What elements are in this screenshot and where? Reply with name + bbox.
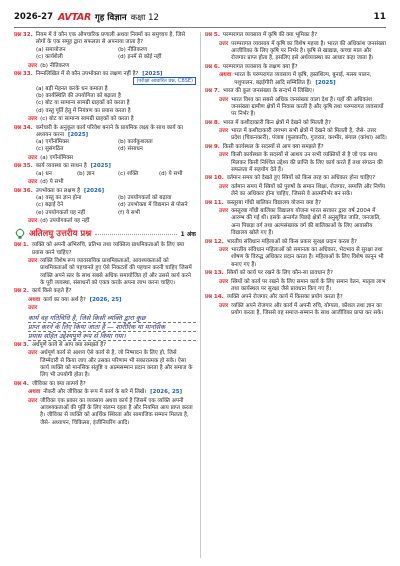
options xyxy=(14,86,196,115)
option: (b) उपयोगकर्ता को बढ़ावा xyxy=(118,194,172,201)
question-number: प्रश्न 14. xyxy=(205,294,224,301)
answer xyxy=(14,155,196,162)
answer-label: उत्तर xyxy=(28,350,38,357)
option: (e) उपयोगकर्ता यह नहीं xyxy=(36,209,86,216)
answer-label: उत्तर xyxy=(219,278,229,285)
answer-text: किसी कार्यस्थल के सदस्यों से आशय उन सभी व्यक्तियों से है जो एक साथ मिलकर किसी निश्चित उद्देश्य की प्राप्ति के लिए कार्य करते हैं तथा संगठन की सफलता में सहयोग देते हैं। xyxy=(231,152,383,173)
question-14 xyxy=(205,294,387,301)
question-text: भारत में कशीदाकारी किन क्षेत्रों में देखने को मिलती है? xyxy=(222,119,331,126)
answer xyxy=(14,179,196,186)
answer-label: उत्तर xyxy=(28,154,38,161)
question-number: प्रश्न 32. xyxy=(14,32,33,39)
option: (c) बढ़ाई देने xyxy=(36,202,64,209)
question-number: प्रश्न 8. xyxy=(205,119,220,126)
answer xyxy=(205,279,387,294)
question-number: प्रश्न 5. xyxy=(205,32,220,39)
answer xyxy=(14,116,196,123)
question-number: प्रश्न 2. xyxy=(14,288,29,295)
answer-text: (d) उपयोगकर्ता यह नहीं xyxy=(40,218,90,224)
answer xyxy=(205,303,387,318)
question-1 xyxy=(14,242,196,257)
option: (d) वस्तु पूर्ति हेतु में नियंत्रण का प्रयास करता है xyxy=(36,107,131,114)
brand-logo: AVTAR xyxy=(58,11,91,23)
answer-text: अर्धपूर्ण कार्य से आशय ऐसे कार्य से है, जो निष्पादन के लिए हो, जिसे जिम्मेदारी से किया जाए और उसका परिणाम भी सकारात्मक हो सके। ऐसा कार्य व्यक्ति को मानसिक संतुष्टि व आत्मसम्मान प्रदान करता है और समाज के लिए भी उपयोगी होता है। xyxy=(40,350,193,379)
question-10 xyxy=(205,175,387,182)
question-36 xyxy=(14,188,196,195)
question-text: कस्तूरबा गाँधी बालिका विद्यालय योजना क्या है? xyxy=(226,199,322,206)
answer-label: उत्तर xyxy=(28,218,38,224)
answer-text: भारत विश्व का सबसे अधिक जनसंख्या वाला देश है। यहाँ की अधिकांश जनसंख्या ग्रामीण क्षेत्रों में निवास करती है और कृषि तथा परम्परागत व्यवसायों पर निर्भर है। xyxy=(231,96,384,118)
question-number: प्रश्न 11. xyxy=(205,199,224,206)
question-text: स्त्रियों को कार्य पर रखने के लिए कौन-सा प्रावधान है? xyxy=(226,270,333,277)
question-7 xyxy=(205,88,387,95)
column-divider xyxy=(200,32,201,558)
question-number: प्रश्न 33. xyxy=(14,71,33,78)
question-text: कर्मचारी के अनुकूल कार्य परिवेश बनाने के प्रायमिक लक्ष्य के साथ कार्य का अध्ययन करना xyxy=(35,124,183,138)
answer-text: (a) एर्गोनॉमिक्स xyxy=(40,154,73,161)
answer-text: परम्परागत व्यवसाय में कृषि का विशेष महत्त्व है। भारत की अधिकांश जनसंख्या आजीविका के लिए कृषि पर निर्भर है। कृषि से खाद्यान्न, कच्चा माल और रोजगार प्राप्त होता है, इसलिए इसे अर्थव्यवस्था का आधार कहा जाता है। xyxy=(231,40,386,62)
answer xyxy=(14,63,196,70)
answer xyxy=(205,152,387,174)
question-number: प्रश्न 4. xyxy=(14,380,29,387)
alt-question: कार्य का क्या अर्थ है? xyxy=(43,296,86,303)
option: (a) धन xyxy=(36,170,52,177)
question-13 xyxy=(205,270,387,277)
marks-label: 1 अंक xyxy=(180,230,196,238)
answer-alt xyxy=(14,297,196,304)
right-column xyxy=(205,31,387,560)
handwritten-answer xyxy=(14,314,196,341)
year-tag: [2025] xyxy=(142,71,163,78)
answer-label: उत्तर xyxy=(219,247,229,254)
options xyxy=(14,171,196,178)
section-banner xyxy=(14,228,196,240)
answer-alt xyxy=(14,389,196,396)
answer xyxy=(14,218,196,225)
question-number: प्रश्न 13. xyxy=(205,270,224,277)
question-6 xyxy=(205,64,387,71)
alt-label: अथवा xyxy=(28,296,41,303)
answer-text: (d) ये सभी xyxy=(40,179,64,186)
answer-text: व्यक्ति अपने रोजगार और कार्य में अपनी रुचि, योग्यता, कौशल तथा ज्ञान का प्रयोग करता है, जिससे वह समाज-सम्मान के साथ आजीविका प्राप्त कर सके। xyxy=(231,302,384,317)
answer xyxy=(205,72,387,87)
page-number: 11 xyxy=(373,12,386,22)
question-text: कार्य व्यवस्था का साधन है xyxy=(35,163,87,170)
question-text: निम्नलिखित में से कौन उपभोक्ता का लक्षण नहीं है? xyxy=(35,71,139,78)
answer-text: (c) बोट या सामान्य सामग्री ग्राहकों को करता है xyxy=(40,116,134,123)
question-number: प्रश्न 36. xyxy=(14,187,33,194)
option: (d) इनमें से कोई नहीं xyxy=(118,54,162,61)
year-label: 2026-27 xyxy=(14,12,54,22)
answer-text: भारत में कशीदाकारी लगभग सभी क्षेत्रों में देखने को मिलती है, जैसे- उत्तर प्रदेश (चिकनकारी), पंजाब (फुलकारी), गुजरात, कश्मीर, बंगाल (कांथा) आदि। xyxy=(231,128,387,142)
question-number: प्रश्न 35. xyxy=(14,163,33,170)
question-11 xyxy=(205,200,387,207)
question-5 xyxy=(205,32,387,39)
question-number: प्रश्न 34. xyxy=(14,124,33,131)
answer xyxy=(205,128,387,143)
question-text: व्यक्ति को अपनी अभिरुचि, प्रतिभा तथा व्यक्तित्व प्राथमिकताओं के लिए क्या प्रयास करने चाहिए? xyxy=(31,242,185,256)
answer-label: उत्तर xyxy=(219,183,229,190)
header-divider xyxy=(14,27,386,28)
question-3 xyxy=(14,342,196,349)
answer-label: उत्तर xyxy=(219,40,229,47)
subject-title: गृह विज्ञान xyxy=(95,12,127,23)
dotted-divider xyxy=(95,234,176,235)
answer-label: उत्तर xyxy=(28,397,38,404)
answer-label: उत्तर xyxy=(219,128,229,135)
year-tag: [2026, 25] xyxy=(89,296,122,303)
answer-label: उत्तर xyxy=(28,62,38,69)
question-text: परम्परागत व्यवसाय में कृषि की क्या भूमिका है? xyxy=(222,32,318,39)
option: (a) एर्गोनॉमिक्स xyxy=(36,139,69,146)
answer xyxy=(205,247,387,269)
question-34 xyxy=(14,125,196,140)
answer-text: जीविका एक प्रकार का व्यवसाय अथवा कार्य है जिसमें एक व्यक्ति अपनी आवश्यकताओं की पूर्ति के लिए संलग्न रहता है और नियमित आय प्राप्त करता है। जीविका से व्यक्ति को आर्थिक स्थिरता और सामाजिक सम्मान मिलता है, जैसे- अध्यापन, चिकित्सा, इंजीनियरिंग आदि। xyxy=(40,397,193,426)
question-number: प्रश्न 7. xyxy=(205,88,220,95)
answer-text: वर्तमान समय में स्त्रियों को पुरुषों के समान शिक्षा, रोजगार, सम्पत्ति और निर्णय लेने का अधिकार होना चाहिए, जिससे वे आत्मनिर्भर बन सकें। xyxy=(231,183,385,198)
options xyxy=(14,47,196,62)
question-text: अर्धपूर्ण कार्य से आप क्या समझते हैं? xyxy=(31,341,107,348)
answer-label: उत्तर xyxy=(28,258,38,265)
options xyxy=(14,139,196,154)
answer xyxy=(14,350,196,379)
answer-label: उत्तर xyxy=(28,179,38,186)
alt-question: नौकरी और जीविका के रूप में कार्य के बारे में लिखें। xyxy=(43,389,147,396)
question-text: परम्परागत व्यवसाय के लक्षण क्या हैं? xyxy=(222,63,298,70)
question-35 xyxy=(14,163,196,170)
option: (d) उपभोक्ता में विद्यमान से पोसने xyxy=(118,202,188,209)
exam-ref xyxy=(14,78,196,85)
options xyxy=(14,195,196,217)
year-tag: [2025] xyxy=(90,163,111,170)
question-8 xyxy=(205,120,387,127)
alt-label: अथवा xyxy=(219,72,232,79)
question-number: प्रश्न 12. xyxy=(205,238,224,245)
option: (c) बोट या सामान्य सामग्री ग्राहकों को करता है xyxy=(36,100,130,107)
answer-text: भारत के परम्परागत व्यवसाय में कृषि, हस्तशिल्प, बुनाई, मत्स्य पालन, पशुपालन, बढ़ईगीरी आदि सम्मिलित हैं। xyxy=(234,72,372,86)
question-text: कार्य किसे कहते हैं? xyxy=(31,288,72,295)
answer-label: उत्तर xyxy=(28,305,38,312)
answer xyxy=(14,258,196,287)
answer xyxy=(205,97,387,119)
question-9 xyxy=(205,144,387,151)
answer-text: (b) नीतिकरण xyxy=(40,62,70,69)
answer-label: उत्तर xyxy=(219,302,229,309)
handwritten-line: कार्य वह गतिविधि है, जिसे किसी व्यक्ति द्वारा कुछ xyxy=(28,314,196,323)
option: (c) सुसंगठित xyxy=(36,146,64,153)
option: (a) वस्तु का ज्ञान होना xyxy=(36,194,82,201)
answer xyxy=(205,41,387,63)
question-12 xyxy=(205,239,387,246)
question-2 xyxy=(14,288,196,295)
answer xyxy=(14,305,196,312)
option: (a) समायोजन xyxy=(36,46,66,53)
answer-text: व्यक्ति विशेष रूप व्यावसायिक प्राथमिकताओं, आवश्यकताओं को प्राथमिकताओं को पहचानते हुए ऐसे निकटतों की पहचान करनी चाहिए जिसमें व्यक्ति अपने स्तर के साथ सबसे अधिक समायोजित हो और उससे कार्य करने के पूरी व्यवस्था, संसाधनों को एकत्र करके अपना लाभ करना चाहिए। xyxy=(40,258,192,286)
option: (b) नीतिकरण xyxy=(118,46,148,53)
handwritten-line: प्राप्त करने के लिए किया जाता है — शारीरिक या मानसिक xyxy=(28,323,196,332)
question-text: नियम में वे कौन एक औपचारिक प्रणाली अथवा नियमों का समुच्चय है, जिसे लोगों के एक समूह द्वारा सफलता से अपनाया जाता है? xyxy=(35,32,186,46)
option: (a) बड़ी मेहनत करके धन कमाता है xyxy=(36,85,108,92)
section-title: अतिलघु उत्तरीय प्रश्न xyxy=(29,228,92,239)
option: (b) ज्ञान xyxy=(77,170,95,177)
year-tag: [2026] xyxy=(83,187,105,194)
answer-label: उत्तर xyxy=(219,96,229,103)
left-column xyxy=(14,31,196,560)
question-text: जीविका का क्या तात्पर्य है? xyxy=(31,380,86,387)
option: (b) कार्यकुशलता xyxy=(118,139,153,146)
answer-label: उत्तर xyxy=(219,152,229,159)
question-text: उपभोक्ता का लक्षण है xyxy=(35,187,81,194)
answer-text: स्त्रियों को कार्य पर रखने के लिए समान कार्य के लिए समान वेतन, मातृत्व लाभ तथा कार्यस्थल पर सुरक्षा जैसे प्रावधान किए गए हैं। xyxy=(231,278,386,292)
question-number: प्रश्न 3. xyxy=(14,341,29,348)
question-text: किसी कार्यस्थल के सदस्यों से आप क्या समझते हैं? xyxy=(222,143,324,150)
question-text: व्यक्ति अपने रोजगार और कार्य में किसका प्रयोग करता है? xyxy=(226,294,343,301)
alt-label: अथवा xyxy=(28,389,41,396)
option: (c) शक्ति xyxy=(118,170,139,177)
option: (c) कार्यशैली xyxy=(36,54,63,61)
question-text: भारतीय संविधान महिलाओं को किस प्रकार सुरक्षा प्रदान करता है? xyxy=(226,238,357,245)
question-32 xyxy=(14,32,196,47)
lightbulb-icon xyxy=(14,228,26,240)
option: (d) संसाधन xyxy=(118,146,143,153)
answer-text: कस्तूरबा गाँधी बालिका विद्यालय योजना भारत सरकार द्वारा वर्ष 2004 में आरम्भ की गई थी। इसके अन्तर्गत पिछड़े क्षेत्रों में अनुसूचित जाति, जनजाति, अन्य पिछड़ा वर्ग तथा अल्पसंख्यक वर्ग की बालिकाओं के लिए आवासीय विद्यालय खोले गए हैं। xyxy=(231,208,381,237)
question-text: वर्तमान समय को देखते हुए स्त्रियों को किस तरह का अधिकार होना चाहिए? xyxy=(226,175,376,182)
answer xyxy=(205,184,387,199)
question-number: प्रश्न 6. xyxy=(205,63,220,70)
question-number: प्रश्न 10. xyxy=(205,175,224,182)
year-tag: [2025] xyxy=(315,79,336,86)
class-label: कक्षा 12 xyxy=(130,12,159,23)
year-tag: [2026, 25] xyxy=(150,389,183,396)
answer xyxy=(14,398,196,427)
option: (d) ये सभी xyxy=(159,170,183,177)
question-4 xyxy=(14,381,196,388)
question-number: प्रश्न 9. xyxy=(205,143,220,150)
year-tag: [2025] xyxy=(67,131,89,138)
question-text: भारत की कुल जनसंख्या के सन्दर्भ में लिखिए। xyxy=(222,88,314,95)
option: (f) ये सभी xyxy=(118,209,140,216)
answer xyxy=(205,208,387,237)
exam-ref-tag: (परीक्षा आधारित प्रश्न, CBSE) xyxy=(133,77,196,85)
option: (b) कार्यस्थिति की उपयोगिता को बढ़ाता है xyxy=(36,92,121,99)
answer-text: भारतीय संविधान महिलाओं को समानता का अधिकार, भेदभाव से सुरक्षा तथा शोषण के विरुद्ध अधिकार प्रदान करता है। महिलाओं के लिए विशेष कानून भी बनाए गए हैं। xyxy=(231,247,384,268)
question-number: प्रश्न 1. xyxy=(14,242,29,249)
answer-label: उत्तर xyxy=(28,116,38,123)
page-header xyxy=(14,6,386,28)
handwritten-line: प्रयास सहित उद्देश्यपूर्ण रूप से किया गया। xyxy=(28,332,196,341)
answer-label: उत्तर xyxy=(219,208,229,215)
